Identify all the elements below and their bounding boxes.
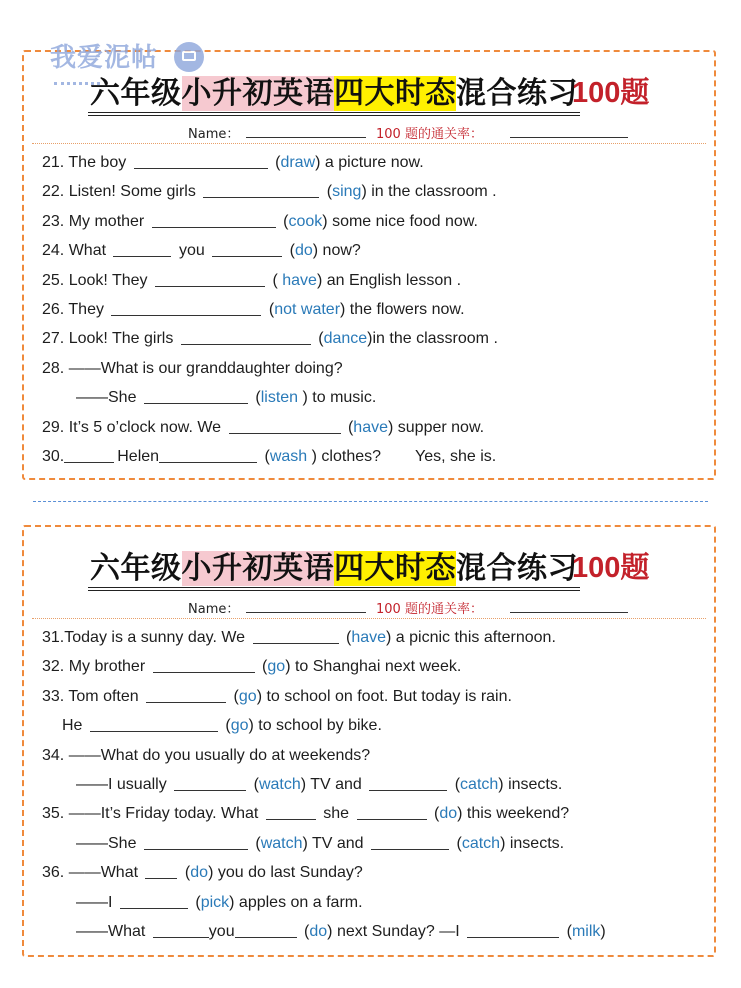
answer-blank[interactable] <box>64 448 114 463</box>
answer-blank[interactable] <box>212 242 282 257</box>
pass-rate-label: 100 题的通关率： <box>376 127 483 142</box>
answer-blank[interactable] <box>120 894 188 909</box>
answer-blank[interactable] <box>144 835 248 850</box>
dotted-separator <box>32 143 706 144</box>
question-35-b: ——She (watch) TV and (catch) insects. <box>76 834 565 852</box>
answer-blank[interactable] <box>174 776 246 791</box>
name-label: Name： <box>188 127 240 142</box>
question-26: 26. They (not water) the flowers now. <box>42 300 465 318</box>
worksheet-title: 六年级小升初英语四大时态混合练习 <box>88 68 580 116</box>
question-30: 30. Helen (wash ) clothes? Yes, she is. <box>42 447 497 465</box>
question-28-a: 28. ——What is our granddaughter doing? <box>42 359 343 377</box>
worksheet-card-2 <box>22 525 716 957</box>
answer-blank[interactable] <box>467 923 559 938</box>
name-row <box>24 121 714 141</box>
answer-blank[interactable] <box>371 835 449 850</box>
answer-blank[interactable] <box>90 717 218 732</box>
watermark-dots <box>54 82 100 85</box>
answer-blank[interactable] <box>181 330 311 345</box>
question-35-a: 35. ——It’s Friday today. What she (do) this weekend? <box>42 805 570 823</box>
answer-blank[interactable] <box>153 923 209 938</box>
question-count: 100题 <box>572 77 650 109</box>
question-34-b: ——I usually (watch) TV and (catch) insects. <box>76 775 563 793</box>
answer-blank[interactable] <box>153 658 255 673</box>
answer-blank[interactable] <box>266 805 316 820</box>
answer-blank[interactable] <box>111 301 261 316</box>
question-30-answer: Yes, she is. <box>415 447 497 465</box>
question-22: 22. Listen! Some girls (sing) in the classroom . <box>42 183 497 201</box>
question-28-b: ——She (listen ) to music. <box>76 389 377 407</box>
question-count: 100题 <box>572 552 650 584</box>
name-row <box>24 596 714 616</box>
worksheet-card-1 <box>22 50 716 480</box>
answer-blank[interactable] <box>235 923 297 938</box>
question-list <box>42 623 706 946</box>
answer-blank[interactable] <box>144 389 248 404</box>
question-34-a: 34. ——What do you usually do at weekends? <box>42 746 371 764</box>
question-21: 21. The boy (draw) a picture now. <box>42 154 424 171</box>
question-list <box>42 148 706 471</box>
question-23: 23. My mother (cook) some nice food now. <box>42 212 478 230</box>
section-divider <box>33 501 708 502</box>
answer-blank[interactable] <box>159 448 257 463</box>
answer-blank[interactable] <box>155 272 265 287</box>
answer-blank[interactable] <box>357 805 427 820</box>
answer-blank[interactable] <box>152 213 276 228</box>
answer-blank[interactable] <box>113 242 171 257</box>
question-32: 32. My brother (go) to Shanghai next week. <box>42 658 462 676</box>
name-blank[interactable] <box>246 137 366 138</box>
pass-rate-label: 100 题的通关率： <box>376 602 483 617</box>
watermark-logo-icon <box>174 42 204 72</box>
answer-blank[interactable] <box>369 776 447 791</box>
question-36-c: ——What you (do) next Sunday? —I (milk) <box>76 922 606 940</box>
name-blank[interactable] <box>246 612 366 613</box>
question-24: 24. What you (do) now? <box>42 242 361 260</box>
question-27: 27. Look! The girls (dance)in the classroom . <box>42 330 498 348</box>
answer-blank[interactable] <box>229 419 341 434</box>
pass-rate-blank[interactable] <box>510 137 628 138</box>
question-36-a: 36. ——What (do) you do last Sunday? <box>42 864 363 882</box>
answer-blank[interactable] <box>134 154 268 169</box>
question-33-a: 33. Tom often (go) to school on foot. But today is rain. <box>42 687 512 705</box>
question-36-b: ——I (pick) apples on a farm. <box>76 893 363 911</box>
answer-blank[interactable] <box>203 183 319 198</box>
name-label: Name： <box>188 602 240 617</box>
question-29: 29. It’s 5 o’clock now. We (have) supper now. <box>42 418 485 436</box>
watermark-logo-text: 我爱泥帖 <box>50 43 159 73</box>
answer-blank[interactable] <box>146 688 226 703</box>
question-25: 25. Look! They ( have) an English lesson . <box>42 271 462 289</box>
question-31: 31.Today is a sunny day. We (have) a picnic this afternoon. <box>42 629 556 646</box>
question-33-b: He (go) to school by bike. <box>62 717 382 735</box>
pass-rate-blank[interactable] <box>510 612 628 613</box>
worksheet-title: 六年级小升初英语四大时态混合练习 <box>88 543 580 591</box>
dotted-separator <box>32 618 706 619</box>
answer-blank[interactable] <box>253 629 339 644</box>
answer-blank[interactable] <box>145 864 177 879</box>
